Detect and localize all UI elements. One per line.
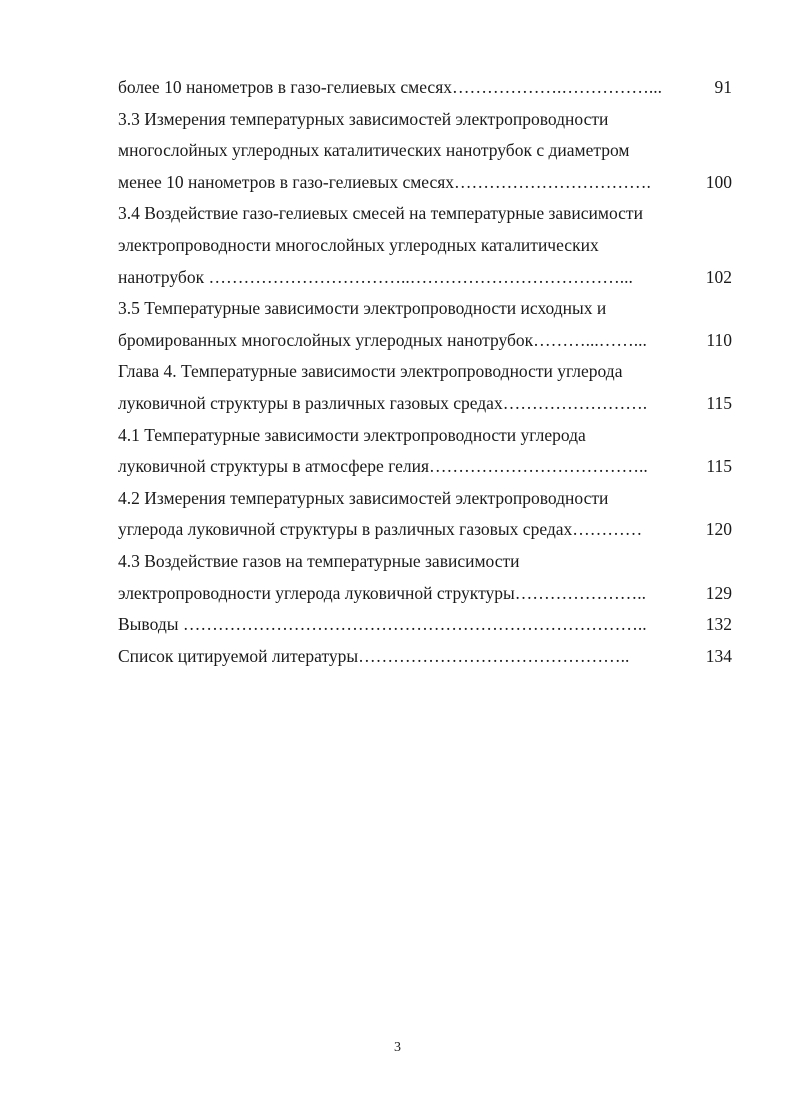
toc-line <box>118 451 738 483</box>
toc-page-number: 115 <box>706 456 732 477</box>
toc-line <box>118 135 738 167</box>
toc-line <box>118 167 738 199</box>
toc-entry-text: многослойных углеродных каталитических нанотрубок с диаметром <box>118 140 630 161</box>
toc-line <box>118 641 738 673</box>
toc-line <box>118 546 738 578</box>
toc-page-number: 115 <box>706 392 732 413</box>
toc-line <box>118 262 738 294</box>
toc-entry-text: луковичной структуры в атмосфере гелия……………………………….. <box>118 456 648 477</box>
toc-entry-text: электропроводности многослойных углеродных каталитических <box>118 234 599 255</box>
toc-entry-text: Глава 4. Температурные зависимости электропроводности углерода <box>118 361 623 382</box>
toc-line <box>118 388 738 420</box>
toc-entry-text: более 10 нанометров в газо-гелиевых смесях……………….……………... <box>118 77 663 97</box>
toc-line <box>118 420 738 452</box>
toc-entry-text: 4.1 Температурные зависимости электропроводности углерода <box>118 424 586 445</box>
toc-entry-text: 4.2 Измерения температурных зависимостей электропроводности <box>118 487 609 508</box>
toc-entry-text: Список цитируемой литературы……………………………………….. <box>118 645 630 666</box>
toc-line <box>118 609 738 641</box>
toc-page-number: 120 <box>705 519 732 540</box>
toc-line <box>118 293 738 325</box>
toc-page-number: 132 <box>705 614 732 635</box>
toc-entry-text: нанотрубок ……………………………..………………………………... <box>118 266 633 287</box>
toc-entry-text: 3.5 Температурные зависимости электропроводности исходных и <box>118 298 607 319</box>
page-number: 3 <box>394 1040 401 1055</box>
toc-page-number: 129 <box>705 582 732 603</box>
toc-line <box>118 356 738 388</box>
toc-entry-text: 3.3 Измерения температурных зависимостей электропроводности <box>118 108 609 129</box>
toc-line <box>118 514 738 546</box>
toc-line <box>118 483 738 515</box>
toc-entry-text: углерода луковичной структуры в различных газовых средах………… <box>118 519 643 540</box>
toc-page-number: 134 <box>705 645 732 666</box>
toc-line <box>118 230 738 262</box>
toc-page-number: 102 <box>705 266 732 287</box>
toc-line <box>118 104 738 136</box>
toc-entry-text: бромированных многослойных углеродных нанотрубок………...……... <box>118 329 647 350</box>
toc-line <box>118 578 738 610</box>
toc-line <box>118 325 738 357</box>
toc-entry-text: луковичной структуры в различных газовых средах……………………. <box>118 392 648 413</box>
toc-page-number: 110 <box>706 329 732 350</box>
toc-page-number: 91 <box>714 77 732 97</box>
toc-entry-text: 4.3 Воздействие газов на температурные зависимости <box>118 550 520 571</box>
toc-entry-text: 3.4 Воздействие газо-гелиевых смесей на температурные зависимости <box>118 203 643 224</box>
table-of-contents <box>118 72 738 672</box>
toc-line <box>118 198 738 230</box>
toc-entry-text: электропроводности углерода луковичной структуры………………….. <box>118 582 646 603</box>
toc-entry-text: менее 10 нанометров в газо-гелиевых смесях……………………………. <box>118 171 651 192</box>
toc-line <box>118 72 738 104</box>
toc-entry-text: Выводы …………………………………………………………………….. <box>118 614 647 635</box>
toc-page-number: 100 <box>705 171 732 192</box>
